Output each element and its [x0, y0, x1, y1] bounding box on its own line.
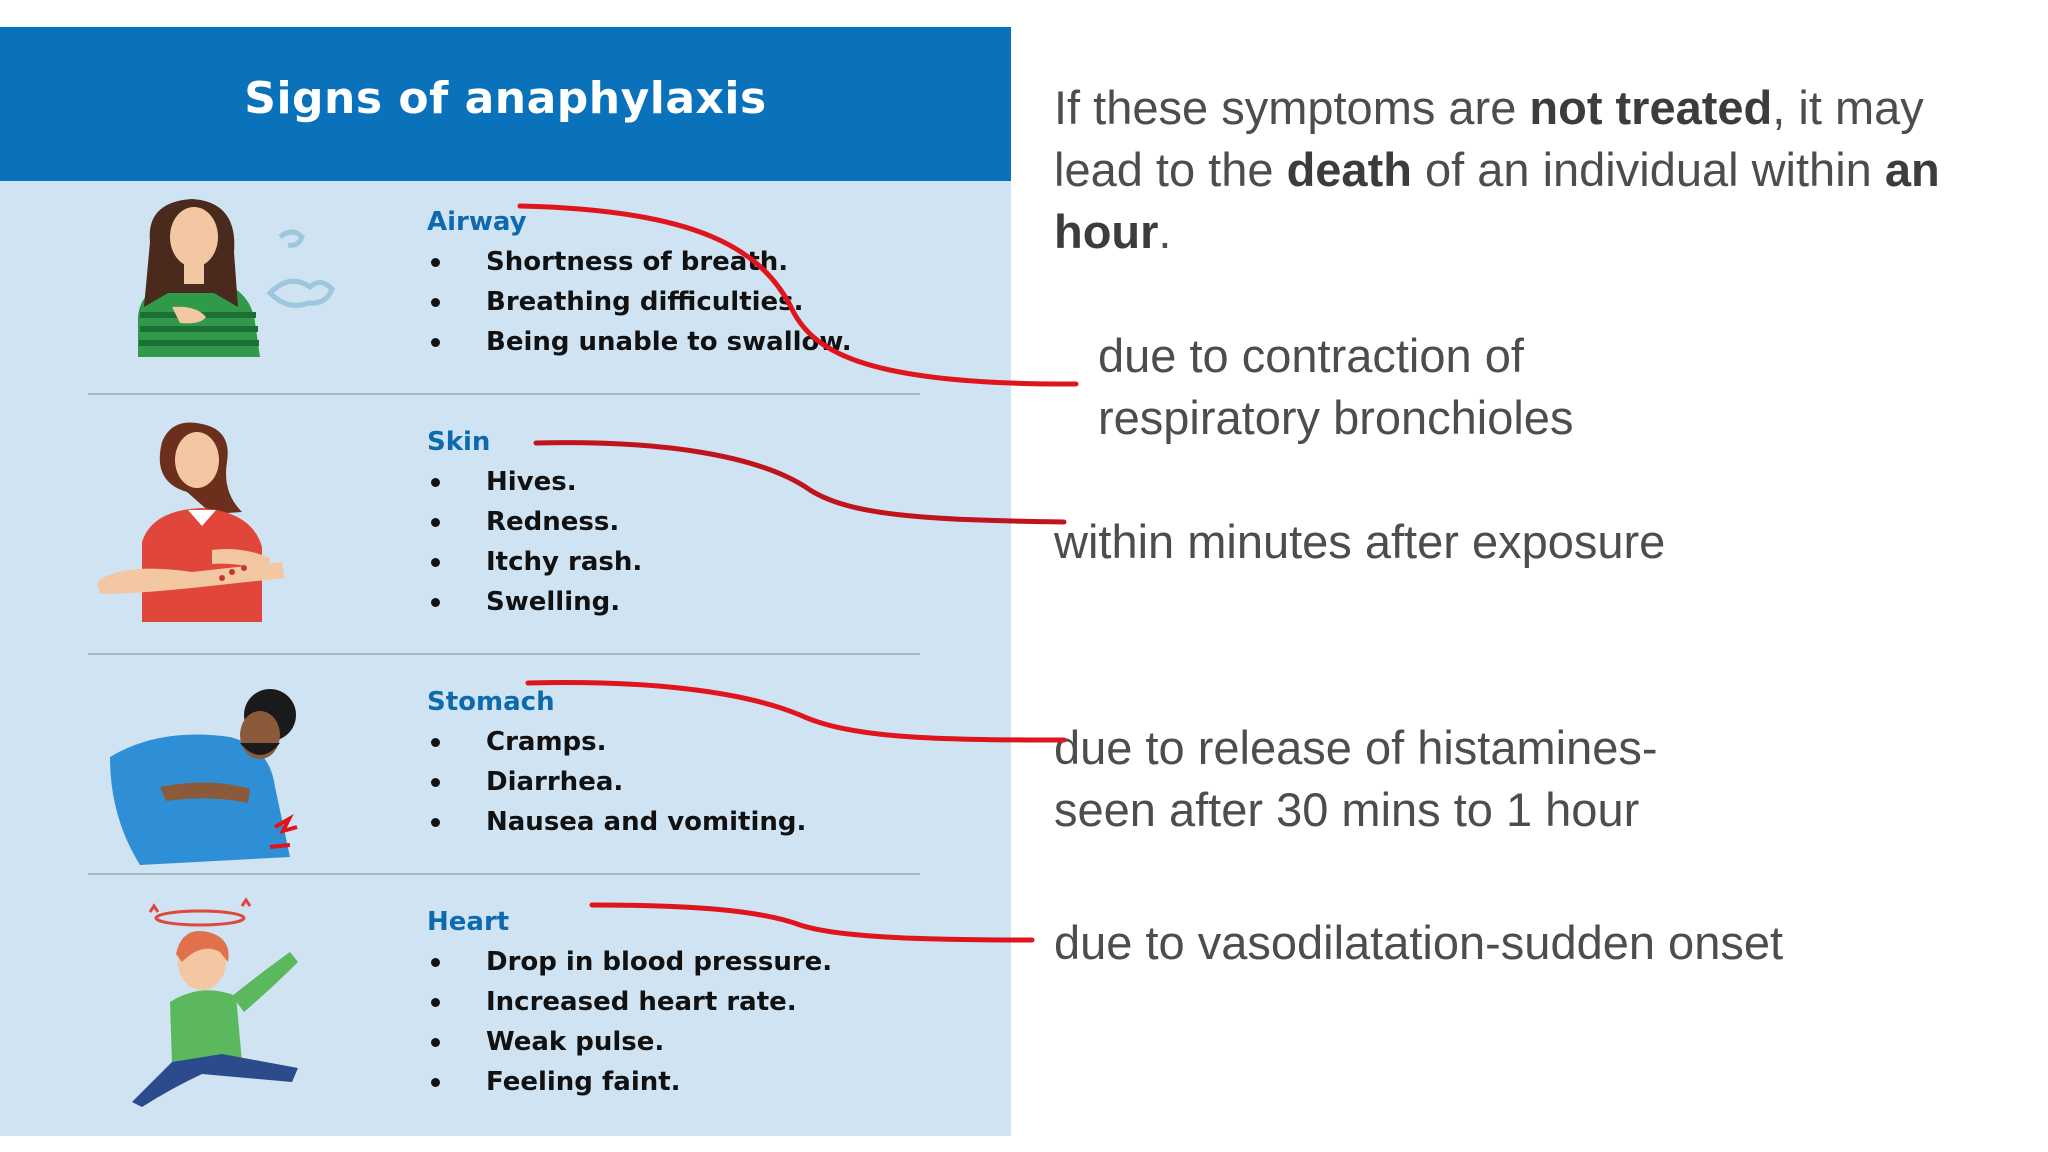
- note-heart: due to vasodilatation-sudden onset: [1054, 916, 1784, 969]
- infographic-header: [0, 27, 1011, 181]
- list-item: Hives.: [427, 462, 642, 502]
- list-item: Feeling faint.: [427, 1062, 832, 1102]
- list-item: Diarrhea.: [427, 762, 806, 802]
- woman-feeling-faint-illustration: [112, 892, 362, 1112]
- list-item: Breathing difficulties.: [427, 282, 852, 322]
- list-item: Cramps.: [427, 722, 806, 762]
- woman-scratching-arm-illustration: [92, 422, 332, 622]
- section-divider: [88, 393, 920, 395]
- list-item: Redness.: [427, 502, 642, 542]
- note-stomach: due to release of histamines- seen after 30 mins to 1 hour: [1054, 721, 1658, 836]
- list-item: Itchy rash.: [427, 542, 642, 582]
- list-item: Swelling.: [427, 582, 642, 622]
- list-item: Drop in blood pressure.: [427, 942, 832, 982]
- section-title-airway: Airway: [427, 207, 527, 237]
- anaphylaxis-infographic: [0, 27, 1011, 1136]
- man-stomach-pain-illustration: [100, 677, 340, 877]
- note-skin: within minutes after exposure: [1054, 515, 1666, 568]
- woman-coughing-illustration: [110, 197, 380, 367]
- section-divider: [88, 873, 920, 875]
- list-item: Nausea and vomiting.: [427, 802, 806, 842]
- list-item: Weak pulse.: [427, 1022, 832, 1062]
- infographic-title: Signs of anaphylaxis: [244, 73, 767, 124]
- section-stomach: [427, 682, 806, 842]
- section-title-stomach: Stomach: [427, 687, 555, 717]
- section-skin: [427, 422, 642, 622]
- list-item: Increased heart rate.: [427, 982, 832, 1022]
- section-divider: [88, 653, 920, 655]
- list-item: Shortness of breath.: [427, 242, 852, 282]
- note-airway: due to contraction of respiratory bronchioles: [1098, 329, 1574, 444]
- list-item: Being unable to swallow.: [427, 322, 852, 362]
- note-intro: If these symptoms are not treated, it may lead to the death of an individual within an hour.: [1054, 81, 1940, 258]
- section-airway: [427, 202, 852, 362]
- section-title-heart: Heart: [427, 907, 510, 937]
- section-title-skin: Skin: [427, 427, 491, 457]
- section-heart: [427, 902, 832, 1102]
